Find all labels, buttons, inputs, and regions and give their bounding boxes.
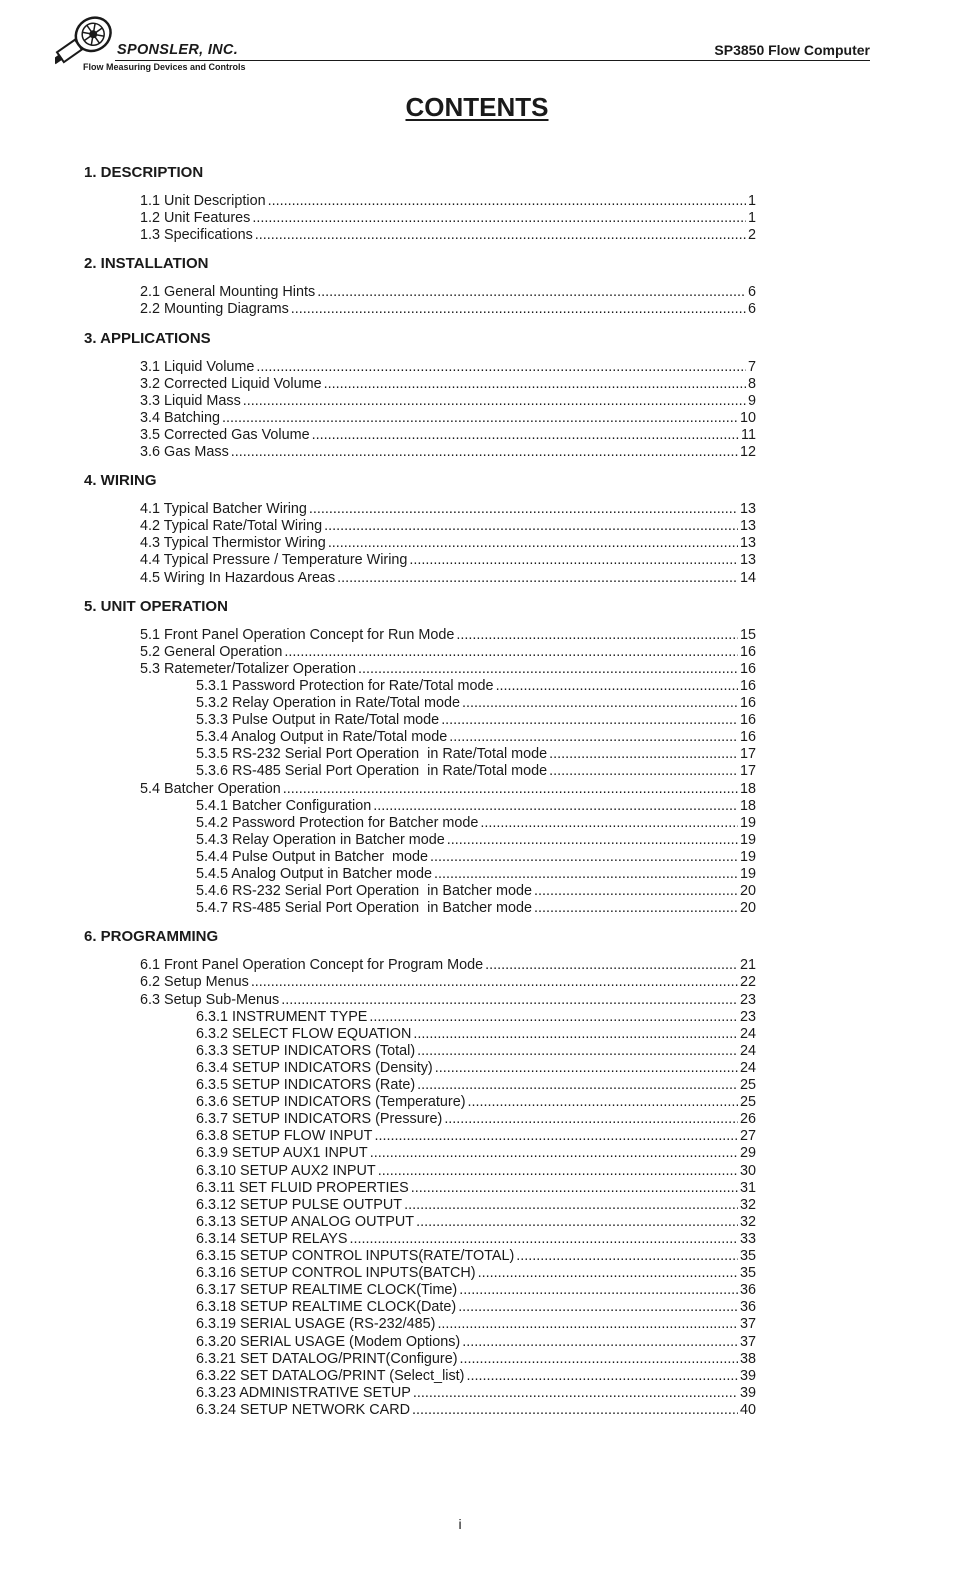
toc-entry-title: 6.3.20 SERIAL USAGE (Modem Options) <box>196 1333 461 1350</box>
page-title: CONTENTS <box>405 92 549 122</box>
toc-entry-page: 11 <box>741 426 756 443</box>
dot-leader <box>460 1351 738 1368</box>
dot-leader <box>243 393 746 410</box>
toc-entry-page: 16 <box>739 677 756 694</box>
toc-entry <box>196 815 756 832</box>
toc-entry-page: 14 <box>739 569 756 586</box>
toc-entry-title: 6.3.15 SETUP CONTROL INPUTS(RATE/TOTAL) <box>196 1248 515 1264</box>
toc-entry <box>196 1145 756 1162</box>
toc-entry-title: 4.3 Typical Thermistor Wiring <box>140 535 326 552</box>
toc-entry-page: 9 <box>747 392 756 409</box>
dot-leader <box>349 1231 738 1248</box>
toc-entry <box>196 1060 756 1077</box>
toc-entry-title: 3.6 Gas Mass <box>140 444 229 460</box>
toc-entry-title: 5.4.6 RS-232 Serial Port Operation in Batcher mode <box>196 883 532 900</box>
toc-entry <box>140 227 756 244</box>
toc-entry <box>196 1402 756 1419</box>
toc-entry <box>196 695 756 712</box>
section-heading: 4. WIRING <box>84 472 157 490</box>
toc-entry-page: 24 <box>739 1025 756 1042</box>
dot-leader <box>251 974 738 991</box>
toc-entry-page: 1 <box>747 193 756 209</box>
dot-leader <box>370 1145 738 1162</box>
dot-leader <box>435 1060 738 1077</box>
section-heading: 5. UNIT OPERATION <box>84 597 228 615</box>
toc-entry <box>196 763 756 780</box>
toc-entry <box>196 1282 756 1299</box>
company-tagline: Flow Measuring Devices and Controls <box>83 62 246 72</box>
toc-entry <box>196 832 756 849</box>
toc-entry-title: 6.3.3 SETUP INDICATORS (Total) <box>196 1042 416 1059</box>
toc-entry-page: 30 <box>739 1162 756 1179</box>
dot-leader <box>549 746 738 763</box>
toc-entry-title: 3.1 Liquid Volume <box>140 358 255 375</box>
dot-leader <box>417 1043 738 1060</box>
toc-entry-page: 25 <box>739 1094 756 1111</box>
toc-entry <box>140 552 756 569</box>
toc-entry-title: 6.3.11 SET FLUID PROPERTIES <box>196 1179 409 1196</box>
toc-entry <box>196 1316 756 1333</box>
toc-entry-page: 19 <box>739 866 756 882</box>
section-heading: 1. DESCRIPTION <box>84 164 204 181</box>
dot-leader <box>256 359 746 376</box>
dot-leader <box>309 501 738 518</box>
toc-entry <box>140 570 756 587</box>
company-name: SPONSLER, INC. <box>117 42 239 58</box>
toc-entry <box>196 712 756 729</box>
toc-entry-page: 39 <box>739 1384 756 1401</box>
toc-entry-page: 16 <box>739 643 756 660</box>
dot-leader <box>369 1009 738 1026</box>
toc-entry-title: 5.3.6 RS-485 Serial Port Operation in Rate/Total mode <box>196 763 548 780</box>
toc-entry-title: 5.1 Front Panel Operation Concept for Run Mode <box>140 626 455 643</box>
toc-entry-page: 12 <box>739 444 756 460</box>
toc-entry <box>140 501 756 518</box>
toc-entry-page: 25 <box>739 1077 756 1093</box>
toc-entry-title: 5.2 General Operation <box>140 643 283 660</box>
dot-leader <box>549 763 738 780</box>
toc-entry-page: 16 <box>739 695 756 711</box>
dot-leader <box>358 661 738 678</box>
toc-entry-title: 5.4.4 Pulse Output in Batcher mode <box>196 848 428 865</box>
toc-entry-title: 1.2 Unit Features <box>140 210 251 227</box>
toc-entry-title: 6.3.9 SETUP AUX1 INPUT <box>196 1145 368 1162</box>
toc-entry-title: 6.3.4 SETUP INDICATORS (Density) <box>196 1059 433 1076</box>
toc-entry <box>196 1077 756 1094</box>
toc-entry-page: 22 <box>739 974 756 991</box>
dot-leader <box>373 798 738 815</box>
dot-leader <box>317 284 746 301</box>
toc-entry-title: 5.3.2 Relay Operation in Rate/Total mode <box>196 695 460 711</box>
dot-leader <box>312 427 739 444</box>
toc-entry-page: 17 <box>739 763 756 780</box>
toc-entry-title: 6.3.1 INSTRUMENT TYPE <box>196 1008 368 1025</box>
toc-entry <box>140 992 756 1009</box>
toc-entry <box>196 1351 756 1368</box>
toc-entry <box>140 301 756 318</box>
toc-entry <box>140 359 756 376</box>
dot-leader <box>374 1128 738 1145</box>
toc-entry <box>140 957 756 974</box>
toc-entry-title: 6.3.10 SETUP AUX2 INPUT <box>196 1162 376 1179</box>
toc-entry <box>196 1111 756 1128</box>
toc-entry-page: 21 <box>739 957 756 974</box>
toc-entry-title: 6.3.21 SET DATALOG/PRINT(Configure) <box>196 1350 458 1367</box>
dot-leader <box>324 376 746 393</box>
dot-leader <box>231 444 738 461</box>
dot-leader <box>449 729 738 746</box>
dot-leader <box>268 193 746 210</box>
toc-entry <box>196 1043 756 1060</box>
toc-entry <box>196 729 756 746</box>
page-number: i <box>458 1516 462 1532</box>
toc-entry <box>196 1368 756 1385</box>
toc-entry <box>196 1334 756 1351</box>
dot-leader <box>478 1265 738 1282</box>
dot-leader <box>534 883 738 900</box>
dot-leader <box>283 781 738 798</box>
toc-entry-page: 13 <box>739 535 756 552</box>
toc-entry <box>196 1385 756 1402</box>
toc-entry-page: 39 <box>739 1367 756 1384</box>
toc-entry-title: 6.2 Setup Menus <box>140 974 249 991</box>
toc-entry <box>196 1094 756 1111</box>
toc-entry <box>196 1248 756 1265</box>
toc-entry-page: 36 <box>739 1299 756 1316</box>
dot-leader <box>404 1197 738 1214</box>
dot-leader <box>413 1026 738 1043</box>
section-heading: 2. INSTALLATION <box>84 255 209 273</box>
dot-leader <box>411 1180 738 1197</box>
toc-entry-page: 1 <box>747 210 756 227</box>
dot-leader <box>444 1111 738 1128</box>
toc-entry-page: 19 <box>739 848 756 865</box>
toc-entry-page: 40 <box>739 1401 756 1418</box>
dot-leader <box>252 210 746 227</box>
toc-entry <box>196 1128 756 1145</box>
toc-entry <box>196 1180 756 1197</box>
dot-leader <box>417 1077 738 1094</box>
dot-leader <box>284 644 738 661</box>
toc-entry-title: 6.3 Setup Sub-Menus <box>140 991 280 1008</box>
dot-leader <box>437 1316 738 1333</box>
toc-entry <box>140 518 756 535</box>
toc-entry-title: 5.4.7 RS-485 Serial Port Operation in Batcher mode <box>196 900 532 917</box>
toc-entry-page: 16 <box>739 712 756 729</box>
dot-leader <box>434 866 738 883</box>
document-title: SP3850 Flow Computer <box>714 42 870 58</box>
toc-entry-page: 32 <box>739 1213 756 1230</box>
dot-leader <box>466 1368 738 1385</box>
toc-entry <box>140 284 756 301</box>
dot-leader <box>462 695 738 712</box>
toc-entry-page: 8 <box>747 375 756 392</box>
toc-entry-page: 6 <box>747 284 756 301</box>
dot-leader <box>291 301 746 318</box>
section-heading: 3. APPLICATIONS <box>84 329 211 347</box>
toc-entry-page: 29 <box>739 1145 756 1162</box>
dot-leader <box>468 1094 738 1111</box>
toc-entry-title: 1.3 Specifications <box>140 227 253 244</box>
toc-entry-page: 10 <box>739 409 756 426</box>
dot-leader <box>416 1214 738 1231</box>
toc-entry-page: 13 <box>739 518 756 535</box>
toc-entry-title: 3.4 Batching <box>140 409 221 426</box>
toc-entry-page: 20 <box>739 900 756 917</box>
toc-entry-title: 1.1 Unit Description <box>140 193 266 209</box>
dot-leader <box>485 957 738 974</box>
dot-leader <box>412 1402 738 1419</box>
dot-leader <box>378 1163 738 1180</box>
dot-leader <box>447 832 738 849</box>
toc-entry-page: 24 <box>739 1042 756 1059</box>
toc-entry-title: 6.3.16 SETUP CONTROL INPUTS(BATCH) <box>196 1265 476 1282</box>
page-header <box>55 14 870 76</box>
toc-entry-page: 19 <box>739 831 756 848</box>
toc-entry-title: 2.1 General Mounting Hints <box>140 284 316 301</box>
toc-entry-page: 35 <box>739 1265 756 1282</box>
toc-entry-page: 18 <box>739 797 756 814</box>
toc-entry-title: 6.3.24 SETUP NETWORK CARD <box>196 1401 411 1418</box>
toc-entry-title: 5.4.3 Relay Operation in Batcher mode <box>196 831 445 848</box>
toc-entry <box>140 393 756 410</box>
toc-entry-title: 6.3.19 SERIAL USAGE (RS-232/485) <box>196 1316 436 1333</box>
toc-entry-title: 6.3.23 ADMINISTRATIVE SETUP <box>196 1384 411 1401</box>
toc-entry-page: 6 <box>747 301 756 318</box>
toc-entry <box>196 798 756 815</box>
toc-entry-page: 27 <box>739 1128 756 1145</box>
dot-leader <box>456 627 738 644</box>
toc-entry-page: 35 <box>739 1248 756 1264</box>
toc-entry-page: 38 <box>739 1350 756 1367</box>
toc-entry <box>140 444 756 461</box>
toc-entry <box>196 1163 756 1180</box>
toc-entry-title: 6.3.18 SETUP REALTIME CLOCK(Date) <box>196 1299 457 1316</box>
dot-leader <box>480 815 738 832</box>
toc-entry <box>140 781 756 798</box>
dot-leader <box>324 518 738 535</box>
toc-entry-page: 19 <box>739 814 756 831</box>
toc-entry-page: 13 <box>739 552 756 569</box>
toc-entry <box>196 1214 756 1231</box>
toc-entry-page: 7 <box>747 358 756 375</box>
toc-entry-title: 4.1 Typical Batcher Wiring <box>140 501 307 518</box>
toc-entry-title: 6.3.14 SETUP RELAYS <box>196 1230 348 1247</box>
toc-entry <box>196 1299 756 1316</box>
toc-entry-page: 15 <box>739 626 756 643</box>
section-heading: 6. PROGRAMMING <box>84 928 219 946</box>
toc-entry <box>196 1026 756 1043</box>
toc-entry-page: 37 <box>739 1316 756 1333</box>
toc-entry-title: 4.5 Wiring In Hazardous Areas <box>140 569 336 586</box>
dot-leader <box>441 712 738 729</box>
toc-entry-title: 6.3.13 SETUP ANALOG OUTPUT <box>196 1213 415 1230</box>
toc-entry-title: 5.3.5 RS-232 Serial Port Operation in Rate/Total mode <box>196 746 548 763</box>
toc-entry <box>196 883 756 900</box>
toc-entry-title: 6.3.6 SETUP INDICATORS (Temperature) <box>196 1094 466 1111</box>
toc-entry <box>140 535 756 552</box>
dot-leader <box>222 410 738 427</box>
toc-entry-title: 5.4.2 Password Protection for Batcher mode <box>196 814 479 831</box>
toc-entry-page: 33 <box>739 1230 756 1247</box>
dot-leader <box>458 1299 738 1316</box>
toc-entry <box>140 376 756 393</box>
toc-entry <box>140 644 756 661</box>
toc-entry <box>140 427 756 444</box>
toc-entry-title: 6.3.17 SETUP REALTIME CLOCK(Time) <box>196 1282 458 1299</box>
dot-leader <box>462 1334 738 1351</box>
dot-leader <box>496 678 738 695</box>
toc-entry-title: 6.3.22 SET DATALOG/PRINT (Select_list) <box>196 1367 465 1384</box>
toc-entry-title: 5.3.1 Password Protection for Rate/Total mode <box>196 677 494 694</box>
toc-entry-title: 5.4.5 Analog Output in Batcher mode <box>196 866 433 882</box>
toc-entry <box>140 410 756 427</box>
dot-leader <box>516 1248 738 1265</box>
toc-entry <box>196 678 756 695</box>
toc-entry-page: 16 <box>739 660 756 677</box>
toc-entry <box>196 1009 756 1026</box>
toc-entry <box>140 210 756 227</box>
toc-entry-title: 6.1 Front Panel Operation Concept for Program Mode <box>140 957 484 974</box>
toc-entry-page: 2 <box>747 227 756 244</box>
toc-entry-title: 3.5 Corrected Gas Volume <box>140 426 310 443</box>
toc-entry-title: 5.3.4 Analog Output in Rate/Total mode <box>196 729 448 746</box>
toc-entry <box>140 661 756 678</box>
toc-entry-page: 31 <box>739 1179 756 1196</box>
toc-entry-page: 16 <box>739 729 756 746</box>
toc-entry-title: 4.4 Typical Pressure / Temperature Wiring <box>140 552 408 569</box>
dot-leader <box>534 900 738 917</box>
toc-entry <box>196 746 756 763</box>
toc-entry <box>140 974 756 991</box>
toc-entry-page: 36 <box>739 1282 756 1299</box>
toc-entry <box>196 1197 756 1214</box>
toc-entry <box>140 193 756 210</box>
dot-leader <box>459 1282 738 1299</box>
toc-entry-title: 6.3.12 SETUP PULSE OUTPUT <box>196 1196 403 1213</box>
toc-entry-title: 5.4.1 Batcher Configuration <box>196 797 372 814</box>
toc-entry-title: 3.2 Corrected Liquid Volume <box>140 375 322 392</box>
dot-leader <box>413 1385 738 1402</box>
toc-entry-page: 26 <box>739 1111 756 1128</box>
toc-entry-page: 24 <box>739 1059 756 1076</box>
toc-entry-page: 17 <box>739 746 756 763</box>
toc-entry-page: 37 <box>739 1333 756 1350</box>
toc-entry-title: 3.3 Liquid Mass <box>140 392 241 409</box>
toc-entry <box>196 1231 756 1248</box>
toc-entry-title: 5.3 Ratemeter/Totalizer Operation <box>140 660 356 677</box>
dot-leader <box>337 570 738 587</box>
toc-entry-page: 20 <box>739 883 756 900</box>
toc-entry-title: 6.3.7 SETUP INDICATORS (Pressure) <box>196 1111 443 1128</box>
toc-entry-title: 5.4 Batcher Operation <box>140 780 281 797</box>
dot-leader <box>328 535 738 552</box>
toc-entry-title: 6.3.5 SETUP INDICATORS (Rate) <box>196 1077 416 1093</box>
toc-entry-page: 23 <box>739 991 756 1008</box>
dot-leader <box>255 227 746 244</box>
toc-entry-title: 6.3.2 SELECT FLOW EQUATION <box>196 1025 412 1042</box>
toc-entry <box>140 627 756 644</box>
toc-entry-page: 23 <box>739 1008 756 1025</box>
dot-leader <box>409 552 738 569</box>
header-rule <box>115 60 870 61</box>
toc-entry-title: 5.3.3 Pulse Output in Rate/Total mode <box>196 712 440 729</box>
toc-entry-title: 6.3.8 SETUP FLOW INPUT <box>196 1128 373 1145</box>
toc-entry <box>196 1265 756 1282</box>
toc-entry <box>196 849 756 866</box>
toc-entry-page: 18 <box>739 780 756 797</box>
toc-entry-page: 32 <box>739 1196 756 1213</box>
toc-entry-title: 2.2 Mounting Diagrams <box>140 301 289 318</box>
toc-entry-page: 13 <box>739 501 756 518</box>
toc-entry-title: 4.2 Typical Rate/Total Wiring <box>140 518 323 535</box>
dot-leader <box>430 849 738 866</box>
toc-entry <box>196 900 756 917</box>
toc-entry <box>196 866 756 883</box>
dot-leader <box>281 992 738 1009</box>
